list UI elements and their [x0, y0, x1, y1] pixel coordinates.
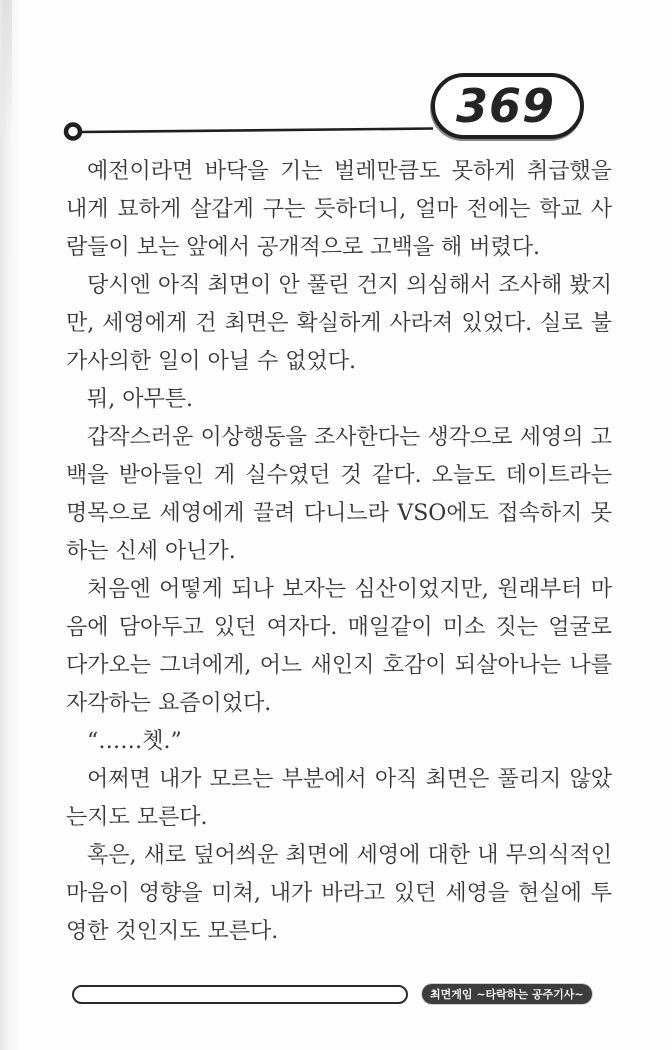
page-number: 369 [455, 79, 556, 133]
paragraph: 예전이라면 바닥을 기는 벌레만큼도 못하게 취급했을 내게 묘하게 살갑게 구는 듯하더니, 얼마 전에는 학교 사람들이 보는 앞에서 공개적으로 고백을 해 버렸다. [66, 159, 612, 260]
page-body [66, 153, 612, 951]
paragraph: 어쩌면 내가 모르는 부분에서 아직 최면은 풀리지 않았는지도 모른다. [66, 767, 612, 830]
paragraph: 혹은, 새로 덮어씌운 최면에 세영에 대한 내 무의식적인 마음이 영향을 미쳐, 내가 바라고 있던 세영을 현실에 투영한 것인지도 모른다. [66, 843, 612, 944]
page-number-pill [431, 73, 584, 139]
paragraph: 당시엔 아직 최면이 안 풀린 건지 의심해서 조사해 봤지만, 세영에게 건 최면은 확실하게 사라져 있었다. 실로 불가사의한 일이 아닐 수 없었다. [66, 273, 612, 374]
header-rule-ring-icon [66, 125, 80, 139]
paragraph: 갑작스러운 이상행동을 조사한다는 생각으로 세영의 고백을 받아들인 게 실수였던 것 같다. 오늘도 데이트라는 명목으로 세영에게 끌려 다니느라 VSO에도 접속하지 못하는 신세 아닌가. [66, 425, 612, 564]
paragraph: 처음엔 어떻게 되나 보자는 심산이었지만, 원래부터 마음에 담아두고 있던 여자다. 매일같이 미소 짓는 얼굴로 다가오는 그녀에게, 어느 새인지 호감이 되살아나는 나를 자각하는 요즘이었다. [66, 577, 612, 716]
book-title: 최면게임 ~타락하는 공주기사~ [430, 987, 584, 1001]
header-rule-line [80, 129, 433, 133]
paragraph: 뭐, 아무튼. [87, 387, 193, 412]
book-title-badge [422, 984, 592, 1004]
paragraph: “……쳇.” [87, 729, 182, 754]
footer-rule [72, 985, 408, 1004]
